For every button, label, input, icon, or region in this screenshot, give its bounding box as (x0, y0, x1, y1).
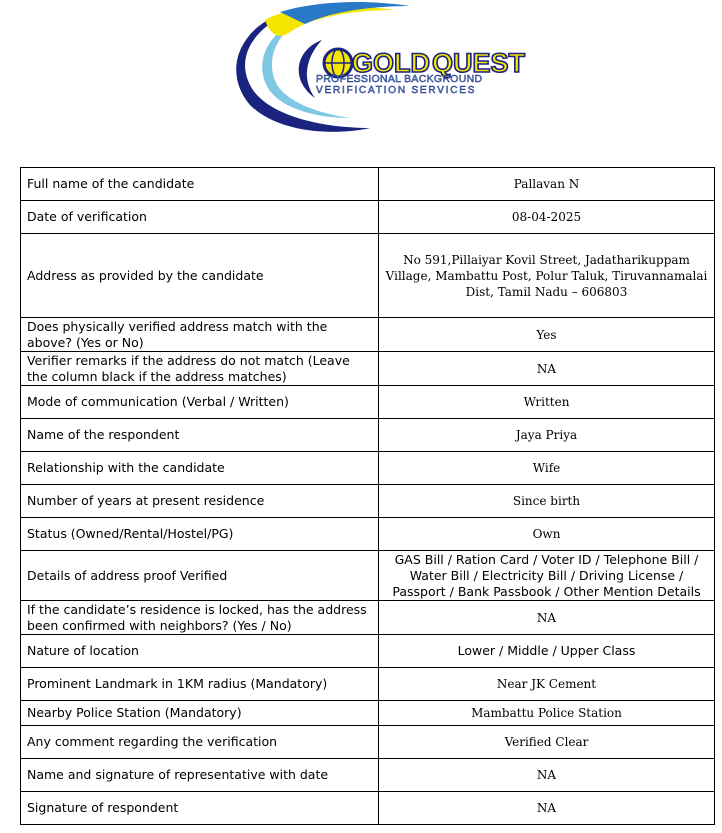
table-row (21, 518, 715, 551)
row-value: Pallavan N (379, 168, 715, 201)
row-value: Near JK Cement (379, 668, 715, 701)
goldquest-logo-graphic (210, 0, 530, 140)
table-row (21, 234, 715, 318)
row-label: Date of verification (21, 201, 379, 234)
row-label: If the candidate’s residence is locked, has the address been confirmed with neighbors? (Yes / No) (21, 601, 379, 635)
row-label: Details of address proof Verified (21, 551, 379, 601)
verification-table (20, 167, 715, 825)
table-row (21, 419, 715, 452)
table-row (21, 792, 715, 825)
row-value: Yes (379, 318, 715, 352)
row-label: Name and signature of representative with date (21, 759, 379, 792)
logo-tagline-line1: PROFESSIONAL BACKGROUND (316, 73, 483, 85)
row-value: Mambattu Police Station (379, 701, 715, 726)
row-value: Own (379, 518, 715, 551)
row-value: NA (379, 792, 715, 825)
row-value: Wife (379, 452, 715, 485)
row-label: Name of the respondent (21, 419, 379, 452)
row-label: Full name of the candidate (21, 168, 379, 201)
logo-brand-gold: GOLD (352, 48, 430, 78)
row-value: Written (379, 386, 715, 419)
row-label: Address as provided by the candidate (21, 234, 379, 318)
row-label: Any comment regarding the verification (21, 726, 379, 759)
row-label: Verifier remarks if the address do not match (Leave the column black if the address matches) (21, 352, 379, 386)
row-value: NA (379, 601, 715, 635)
row-label: Signature of respondent (21, 792, 379, 825)
row-label: Number of years at present residence (21, 485, 379, 518)
table-row (21, 485, 715, 518)
table-row (21, 318, 715, 352)
table-row (21, 601, 715, 635)
row-value: NA (379, 759, 715, 792)
table-row (21, 352, 715, 386)
goldquest-logo (210, 0, 530, 140)
row-value: GAS Bill / Ration Card / Voter ID / Telephone Bill / Water Bill / Electricity Bill / Driving License / Passport / Bank Passbook / Other Mention Details (379, 551, 715, 601)
row-label: Does physically verified address match with the above? (Yes or No) (21, 318, 379, 352)
table-row (21, 759, 715, 792)
row-value: Verified Clear (379, 726, 715, 759)
table-row (21, 551, 715, 601)
table-row (21, 386, 715, 419)
row-value: Lower / Middle / Upper Class (379, 635, 715, 668)
table-row (21, 635, 715, 668)
row-label: Prominent Landmark in 1KM radius (Mandatory) (21, 668, 379, 701)
row-label: Status (Owned/Rental/Hostel/PG) (21, 518, 379, 551)
row-label: Nature of location (21, 635, 379, 668)
row-label: Mode of communication (Verbal / Written) (21, 386, 379, 419)
row-value: Since birth (379, 485, 715, 518)
table-row (21, 201, 715, 234)
logo-tagline-line2: VERIFICATION SERVICES (316, 85, 477, 96)
row-value: Jaya Priya (379, 419, 715, 452)
table-row (21, 668, 715, 701)
row-value: No 591,Pillaiyar Kovil Street, Jadatharikuppam Village, Mambattu Post, Polur Taluk, Tiruvannamalai Dist, Tamil Nadu – 606803 (379, 234, 715, 318)
table-row (21, 452, 715, 485)
row-value: NA (379, 352, 715, 386)
row-label: Nearby Police Station (Mandatory) (21, 701, 379, 726)
table-row (21, 701, 715, 726)
row-value: 08-04-2025 (379, 201, 715, 234)
table-row (21, 726, 715, 759)
logo-brand-quest: QUEST (432, 48, 526, 78)
table-row (21, 168, 715, 201)
row-label: Relationship with the candidate (21, 452, 379, 485)
